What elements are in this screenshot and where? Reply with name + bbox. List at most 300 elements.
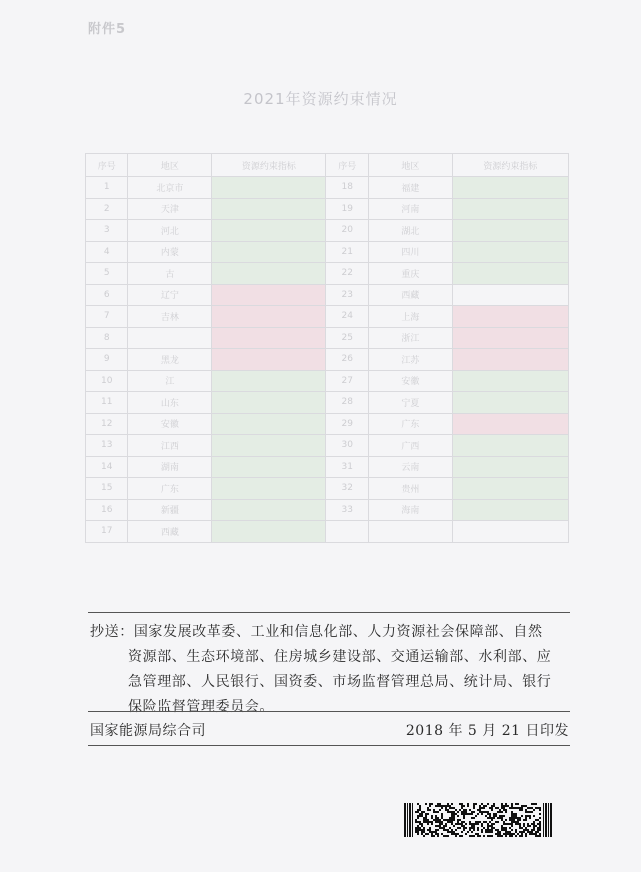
barcode-module (523, 829, 525, 831)
barcode-module (439, 825, 441, 827)
barcode-module (473, 803, 475, 805)
barcode-module (433, 831, 435, 833)
barcode-module (479, 807, 481, 809)
barcode-module (531, 829, 533, 831)
row-region-right: 湖北 (368, 220, 452, 242)
barcode-module (449, 817, 451, 819)
cc-line-1 (90, 620, 568, 645)
barcode-module (533, 825, 535, 827)
barcode-module (451, 817, 453, 819)
barcode-module (453, 807, 455, 809)
barcode-module (507, 831, 509, 833)
barcode-module (501, 819, 503, 821)
barcode-module (539, 835, 541, 837)
barcode-module (515, 813, 517, 815)
table-row (86, 521, 569, 543)
barcode-module (491, 835, 493, 837)
barcode-module (435, 821, 437, 823)
barcode-module (491, 805, 493, 807)
barcode-module (483, 805, 485, 807)
barcode-module (429, 829, 431, 831)
barcode-module (535, 835, 537, 837)
barcode-module (505, 833, 507, 835)
row-value-right (452, 392, 568, 414)
barcode-module (457, 819, 459, 821)
row-no-right: 32 (326, 478, 368, 500)
row-region-left: 辽宁 (128, 284, 212, 306)
barcode-module (527, 823, 529, 825)
barcode-module (503, 809, 505, 811)
barcode-module (477, 821, 479, 823)
barcode-module (415, 829, 417, 831)
barcode-module (461, 821, 463, 823)
barcode-module (425, 819, 427, 821)
barcode-module (427, 819, 429, 821)
barcode-module (531, 807, 533, 809)
barcode-module (433, 811, 435, 813)
barcode-module (465, 823, 467, 825)
barcode-module (437, 821, 439, 823)
row-value-left (212, 220, 326, 242)
row-value-right (452, 456, 568, 478)
barcode-module (519, 835, 521, 837)
barcode-module (429, 821, 431, 823)
barcode-module (421, 815, 423, 817)
barcode-module (453, 819, 455, 821)
row-region-right: 重庆 (368, 263, 452, 285)
barcode-module (483, 821, 485, 823)
barcode-module (515, 807, 517, 809)
barcode-module (461, 813, 463, 815)
barcode-module (435, 811, 437, 813)
barcode-module (487, 825, 489, 827)
barcode-module (507, 823, 509, 825)
barcode-module (539, 807, 541, 809)
barcode-module (461, 803, 463, 805)
barcode-module (475, 803, 477, 805)
table-row (86, 413, 569, 435)
barcode-module (445, 809, 447, 811)
barcode-module (493, 813, 495, 815)
barcode-module (521, 831, 523, 833)
barcode-module (473, 825, 475, 827)
barcode-module (501, 815, 503, 817)
barcode-module (451, 823, 453, 825)
barcode-module (467, 805, 469, 807)
barcode-module (509, 807, 511, 809)
barcode-module (437, 835, 439, 837)
barcode-module (517, 807, 519, 809)
barcode-module (431, 823, 433, 825)
barcode-module (439, 805, 441, 807)
barcode-module (443, 835, 445, 837)
barcode-module (423, 817, 425, 819)
barcode-module (499, 817, 501, 819)
barcode-module (485, 829, 487, 831)
barcode-module (529, 831, 531, 833)
barcode-module (471, 825, 473, 827)
barcode-module (453, 833, 455, 835)
barcode-module (417, 817, 419, 819)
barcode-module (459, 819, 461, 821)
table-row (86, 478, 569, 500)
barcode-module (527, 825, 529, 827)
barcode-module (479, 809, 481, 811)
barcode-module (525, 827, 527, 829)
barcode-module (427, 821, 429, 823)
barcode-module (425, 817, 427, 819)
barcode-module (499, 809, 501, 811)
barcode-module (537, 829, 539, 831)
barcode-module (515, 817, 517, 819)
barcode-module (505, 819, 507, 821)
row-value-left (212, 241, 326, 263)
barcode-module (423, 835, 425, 837)
barcode-module (417, 831, 419, 833)
barcode-module (493, 823, 495, 825)
barcode-module (439, 823, 441, 825)
barcode-bar (412, 803, 413, 837)
barcode-module (419, 829, 421, 831)
barcode-module (439, 803, 441, 805)
faded-table (85, 153, 569, 543)
barcode-module (447, 805, 449, 807)
table-row (86, 306, 569, 328)
barcode-module (441, 833, 443, 835)
barcode-module (423, 821, 425, 823)
barcode-module (535, 825, 537, 827)
barcode-module (501, 825, 503, 827)
barcode-module (501, 807, 503, 809)
row-no-left: 3 (86, 220, 128, 242)
barcode-module (505, 811, 507, 813)
barcode-bar (548, 803, 549, 837)
barcode-module (481, 807, 483, 809)
barcode-module (497, 829, 499, 831)
barcode-module (527, 807, 529, 809)
barcode-module (487, 811, 489, 813)
barcode-module (497, 835, 499, 837)
barcode-module (461, 835, 463, 837)
barcode-module (517, 823, 519, 825)
barcode-module (421, 829, 423, 831)
barcode-module (419, 823, 421, 825)
row-region-left: 北京市 (128, 177, 212, 199)
barcode-module (443, 827, 445, 829)
barcode-module (451, 811, 453, 813)
barcode-module (457, 833, 459, 835)
barcode-module (447, 835, 449, 837)
barcode-module (441, 823, 443, 825)
row-value-left (212, 370, 326, 392)
row-region-right: 安徽 (368, 370, 452, 392)
row-no-left: 5 (86, 263, 128, 285)
barcode-module (477, 835, 479, 837)
table-row (86, 349, 569, 371)
barcode-module (539, 833, 541, 835)
barcode-module (471, 827, 473, 829)
row-value-right (452, 177, 568, 199)
barcode-module (531, 823, 533, 825)
faded-title: 2021年资源约束情况 (243, 90, 398, 108)
barcode-module (447, 819, 449, 821)
barcode-module (519, 817, 521, 819)
barcode-module (435, 815, 437, 817)
barcode-module (503, 821, 505, 823)
barcode-module (477, 827, 479, 829)
barcode-module (497, 807, 499, 809)
barcode-module (533, 803, 535, 805)
barcode-module (515, 823, 517, 825)
barcode-module (435, 825, 437, 827)
barcode-module (435, 831, 437, 833)
barcode-module (517, 819, 519, 821)
barcode-module (505, 823, 507, 825)
row-no-right: 23 (326, 284, 368, 306)
barcode-module (511, 821, 513, 823)
row-no-right: 31 (326, 456, 368, 478)
row-no-right: 21 (326, 241, 368, 263)
barcode-module (435, 829, 437, 831)
barcode-bar (407, 803, 408, 837)
row-value-right (452, 478, 568, 500)
barcode-module (535, 807, 537, 809)
barcode-module (511, 823, 513, 825)
barcode-module (447, 803, 449, 805)
barcode-module (469, 813, 471, 815)
barcode-module (491, 807, 493, 809)
barcode-module (427, 823, 429, 825)
row-region-right: 贵州 (368, 478, 452, 500)
row-region-right: 浙江 (368, 327, 452, 349)
barcode-module (495, 821, 497, 823)
table-row (86, 327, 569, 349)
barcode-module (465, 809, 467, 811)
barcode-module (417, 803, 419, 805)
barcode-module (481, 823, 483, 825)
barcode-module (521, 807, 523, 809)
barcode-module (461, 831, 463, 833)
barcode-module (503, 805, 505, 807)
barcode-module (491, 827, 493, 829)
barcode-module (423, 831, 425, 833)
top-rule (88, 612, 570, 613)
barcode-module (499, 833, 501, 835)
barcode-module (479, 805, 481, 807)
barcode-module (495, 829, 497, 831)
barcode-module (431, 803, 433, 805)
row-region-right: 宁夏 (368, 392, 452, 414)
barcode-module (511, 807, 513, 809)
barcode-module (423, 829, 425, 831)
barcode-module (523, 831, 525, 833)
barcode-module (473, 807, 475, 809)
barcode-module (479, 811, 481, 813)
barcode-module (449, 805, 451, 807)
row-value-left (212, 327, 326, 349)
barcode-module (503, 829, 505, 831)
barcode-module (505, 829, 507, 831)
row-region-right: 云南 (368, 456, 452, 478)
barcode-module (457, 815, 459, 817)
barcode-module (509, 835, 511, 837)
barcode-module (417, 815, 419, 817)
barcode-module (509, 833, 511, 835)
barcode-module (463, 811, 465, 813)
barcode-module (425, 821, 427, 823)
barcode-module (485, 831, 487, 833)
barcode-module (473, 805, 475, 807)
barcode-module (497, 821, 499, 823)
row-region-right: 海南 (368, 499, 452, 521)
row-region-left: 广东 (128, 478, 212, 500)
barcode-module (465, 827, 467, 829)
issuer: 国家能源局综合司 (90, 723, 206, 739)
barcode-module (523, 805, 525, 807)
barcode-module (417, 825, 419, 827)
cc-line-4: 保险监督管理委员会。 (128, 699, 274, 715)
row-no-left: 4 (86, 241, 128, 263)
barcode-module (449, 819, 451, 821)
barcode-module (459, 809, 461, 811)
barcode-module (471, 817, 473, 819)
row-region-left: 西藏 (128, 521, 212, 543)
barcode-module (533, 821, 535, 823)
barcode-module (427, 829, 429, 831)
barcode-module (495, 815, 497, 817)
barcode-module (417, 827, 419, 829)
barcode-module (439, 809, 441, 811)
barcode-module (539, 813, 541, 815)
barcode-module (461, 807, 463, 809)
barcode-module (509, 819, 511, 821)
row-region-left: 江 (128, 370, 212, 392)
barcode-module (489, 829, 491, 831)
barcode-module (491, 817, 493, 819)
barcode-module (433, 819, 435, 821)
barcode-module (509, 831, 511, 833)
table-row (86, 435, 569, 457)
barcode-module (435, 805, 437, 807)
barcode-module (513, 819, 515, 821)
barcode-module (425, 833, 427, 835)
barcode-module (429, 809, 431, 811)
row-region-left: 河北 (128, 220, 212, 242)
barcode-module (421, 811, 423, 813)
barcode-module (479, 835, 481, 837)
table-row (86, 284, 569, 306)
barcode-module (451, 833, 453, 835)
barcode-module (443, 819, 445, 821)
barcode-module (529, 807, 531, 809)
barcode-module (453, 813, 455, 815)
barcode-module (419, 815, 421, 817)
barcode-module (521, 833, 523, 835)
barcode-module (463, 817, 465, 819)
row-no-left: 7 (86, 306, 128, 328)
barcode-module (533, 815, 535, 817)
header-no-1: 序号 (86, 154, 128, 177)
barcode-module (451, 803, 453, 805)
barcode-module (425, 803, 427, 805)
barcode-module (485, 821, 487, 823)
barcode-module (533, 809, 535, 811)
barcode-module (491, 829, 493, 831)
barcode-module (423, 811, 425, 813)
barcode-module (481, 825, 483, 827)
barcode-module (455, 829, 457, 831)
barcode-module (519, 831, 521, 833)
barcode-module (481, 829, 483, 831)
barcode-module (495, 813, 497, 815)
barcode-module (525, 829, 527, 831)
barcode-module (525, 811, 527, 813)
barcode-module (463, 815, 465, 817)
barcode-module (537, 823, 539, 825)
barcode-module (515, 831, 517, 833)
barcode-module (481, 813, 483, 815)
barcode-module (499, 835, 501, 837)
barcode-module (537, 835, 539, 837)
cc-label: 抄送： (90, 624, 134, 640)
barcode-module (419, 807, 421, 809)
row-region-left: 江西 (128, 435, 212, 457)
barcode-module (449, 807, 451, 809)
row-region-left: 吉林 (128, 306, 212, 328)
barcode-module (489, 815, 491, 817)
barcode-module (447, 829, 449, 831)
barcode-module (477, 809, 479, 811)
barcode-module (421, 831, 423, 833)
row-region-right: 广西 (368, 435, 452, 457)
row-region-left: 内蒙 (128, 241, 212, 263)
barcode-module (415, 811, 417, 813)
barcode-module (445, 829, 447, 831)
barcode-module (477, 813, 479, 815)
row-region-left (128, 327, 212, 349)
barcode-module (471, 813, 473, 815)
table-body (86, 177, 569, 543)
barcode-module (433, 809, 435, 811)
barcode-module (521, 805, 523, 807)
header-value-2: 资源约束指标 (452, 154, 568, 177)
barcode-module (509, 827, 511, 829)
row-value-right (452, 349, 568, 371)
barcode-module (459, 823, 461, 825)
row-no-left: 16 (86, 499, 128, 521)
barcode-module (473, 817, 475, 819)
barcode-module (515, 829, 517, 831)
barcode-module (501, 827, 503, 829)
barcode-module (511, 817, 513, 819)
row-no-right: 29 (326, 413, 368, 435)
barcode-bar (545, 803, 547, 837)
barcode-module (525, 835, 527, 837)
row-no-right: 25 (326, 327, 368, 349)
barcode-module (443, 825, 445, 827)
barcode-module (491, 825, 493, 827)
barcode-module (511, 819, 513, 821)
barcode-module (539, 821, 541, 823)
barcode-module (481, 803, 483, 805)
barcode-module (519, 807, 521, 809)
barcode-module (489, 817, 491, 819)
barcode-module (421, 833, 423, 835)
barcode-module (469, 835, 471, 837)
barcode-module (505, 835, 507, 837)
row-no-left: 15 (86, 478, 128, 500)
barcode-module (491, 823, 493, 825)
